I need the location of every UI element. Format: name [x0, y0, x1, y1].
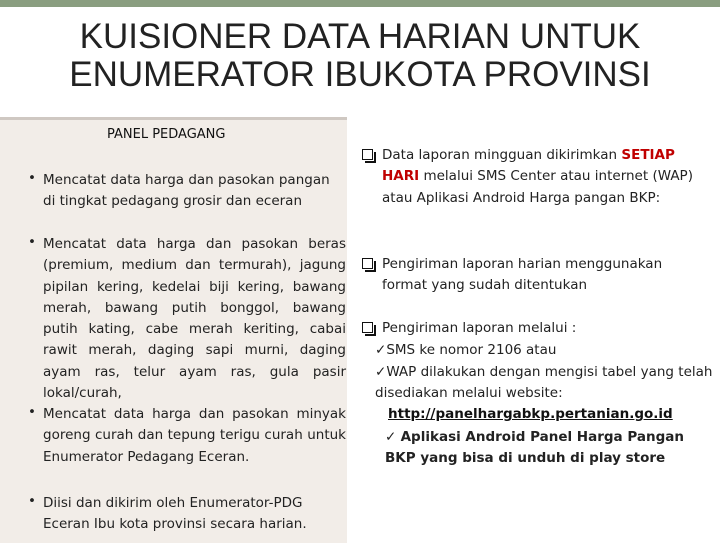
- right-item-2: [362, 254, 707, 297]
- website-link[interactable]: http://panelhargabkp.pertanian.go.id: [388, 406, 673, 422]
- left-bullet-2-text: Mencatat data harga dan pasokan beras (premium, medium dan termurah), jagung pipilan kering, kedelai biji kering, bawang merah, bawang putih bonggol, bawang putih kating, cabe merah keriting, cabai rawit merah, daging sapi murni, daging ayam ras, telur ayam ras, gula pasir lokal/curah,: [43, 236, 346, 402]
- sub-item-sms-text: SMS ke nomor 2106 atau: [386, 342, 557, 358]
- right-item-1-tail: melalui SMS Center atau internet (WAP) atau Aplikasi Android Harga pangan BKP:: [382, 168, 693, 206]
- sub-item-wap: [375, 362, 715, 405]
- checkbox-bullet-icon: [362, 258, 373, 269]
- slide-title: [0, 18, 720, 94]
- bullet-dot-icon: •: [28, 493, 36, 509]
- checkmark-icon: ✓: [385, 429, 397, 445]
- checkbox-bullet-icon: [362, 149, 373, 160]
- left-bullet-1-text: Mencatat data harga dan pasokan pangan di tingkat pedagang grosir dan eceran: [43, 172, 330, 210]
- top-accent-bar: [0, 0, 720, 7]
- bullet-dot-icon: •: [28, 234, 36, 250]
- left-bullet-2: [28, 234, 346, 404]
- right-item-1-lead: Data laporan mingguan dikirimkan: [382, 147, 622, 163]
- slide-title-line-1: KUISIONER DATA HARIAN UNTUK: [79, 17, 641, 56]
- website-link-row: [388, 404, 718, 425]
- right-item-2-text: Pengiriman laporan harian menggunakan format yang sudah ditentukan: [382, 256, 663, 294]
- sub-item-android-text: Aplikasi Android Panel Harga Pangan BKP yang bisa di unduh di play store: [385, 429, 684, 467]
- bullet-dot-icon: •: [28, 170, 36, 186]
- bullet-dot-icon: •: [28, 404, 36, 420]
- setiap-hari-highlight: SETIAP HARI: [382, 147, 675, 185]
- right-item-1-text: [382, 145, 707, 209]
- slide-title-line-2: ENUMERATOR IBUKOTA PROVINSI: [69, 55, 651, 94]
- panel-heading: PANEL PEDAGANG: [107, 127, 226, 142]
- right-item-3-text: Pengiriman laporan melalui :: [382, 320, 577, 336]
- sub-item-android: [385, 427, 715, 470]
- checkmark-icon: ✓: [375, 342, 387, 358]
- left-bullet-4: [28, 493, 340, 536]
- checkbox-bullet-icon: [362, 322, 373, 333]
- right-item-3: [362, 318, 707, 339]
- left-bullet-3-text: Mencatat data harga dan pasokan minyak goreng curah dan tepung terigu curah untuk Enumerator Pedagang Eceran.: [43, 406, 346, 465]
- right-item-1: [362, 145, 707, 209]
- left-bullet-3: [28, 404, 346, 468]
- checkmark-icon: ✓: [375, 364, 387, 380]
- left-panel: [0, 117, 347, 543]
- left-bullet-4-text: Diisi dan dikirim oleh Enumerator-PDG Eceran Ibu kota provinsi secara harian.: [43, 495, 307, 533]
- sub-item-wap-text: WAP dilakukan dengan mengisi tabel yang telah disediakan melalui website:: [375, 364, 713, 402]
- sub-item-sms: [375, 340, 715, 361]
- left-bullet-1: [28, 170, 340, 213]
